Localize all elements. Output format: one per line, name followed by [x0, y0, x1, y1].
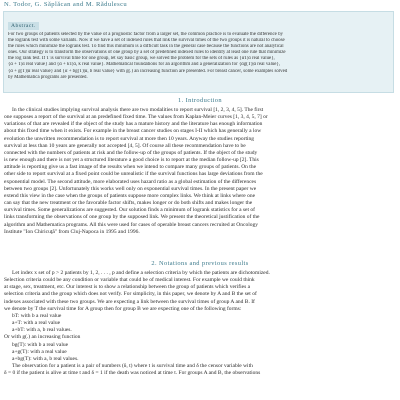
body-line: exponential model. The second attitude, more elaborated uses hazard ratio as a global estimation of the differences — [4, 178, 257, 185]
body-line: In the clinical studies implying survival analysis there are two modalities to report survival [1, 2, 3, 4, 5]. The first — [12, 107, 264, 113]
body-line: we denote by T the survival time for A group then for group B we are expecting one of the following forms: — [4, 305, 242, 312]
body-line: survival at less than 10 years are generally not accepted [4, 5]. Of course all these recommendation have to be — [4, 142, 246, 149]
abstract-text — [8, 32, 389, 81]
abstract-line: the logrank test with some variants. Now if we have a set of indexed rules that link the survival times of the two groups it is natural to choose — [8, 38, 285, 44]
body-line: other side to report survival at a fixed point could be unrealistic if the survival functions has large deviations from the — [4, 171, 263, 178]
body-line: The observation for a patient is a pair of numbers (δ, t) where t is survival time and δ the censor variable with — [12, 363, 253, 370]
body-line: between two groups [2]. Unfortunately this works well only on exponential survival times. In the present paper we — [4, 185, 257, 192]
abstract-line: the rules which minimize the logrank test. To find this minimum is a difficult task in the general case because the functions are not analytical — [8, 44, 284, 50]
section-heading-introduction: 1. Introduction — [178, 97, 222, 104]
running-header-authors: N. Todor, G. Săplăcan and M. Rădulescu — [4, 1, 128, 8]
body-line: can say that the new treatment or the favorable factor shifts, makes longer or do both shifts and makes longer the — [4, 200, 253, 207]
body-line: evolution the unwritten recommendation is to report survival at more then 10 years. Anyway the studies reporting — [4, 135, 255, 142]
body-line: survival times. Some generalizations are suggested. Our solution finds a minimum of logrank statistics for a set of — [4, 207, 255, 214]
form-item: bg(T): with b a real value — [12, 341, 69, 348]
abstract-box — [3, 11, 394, 93]
abstract-line: by Mathematica programs are presented. — [8, 74, 88, 80]
abstract-line: ones. Our strategy is to transform the observations of one group by a set of predefined indexed rules to identify at least one rule that minimize — [8, 50, 286, 56]
body-line: extend this view in the case when the groups of patients suppose more complex links. We think at links where one — [4, 192, 256, 199]
section-heading-notations: 2. Notations and previous results — [151, 260, 249, 267]
body-line: is new enough and there is not yet a structured literature a good choice is to report at the median follow-up [2]. This — [4, 157, 259, 164]
body-line: algorithm and Mathematica programs. All this were used for cases of operable breast cancers recruited at Oncology — [4, 221, 258, 228]
body-line: connected with the numbers of patients at risk and the follow-up of the groups of patients. If the object of the study — [4, 149, 258, 156]
body-line: links transforming the observations of one group by the supposed link. We present the theoretical justification of the — [4, 214, 260, 221]
abstract-line: For two groups of patients selected by the value of a prognostic factor from a larger set, the common practice is to evaluate the difference by — [8, 32, 283, 37]
introduction-body — [4, 107, 396, 236]
body-line: Selection criteria could be any condition or variable that could be of medical interest. For example we could think — [4, 277, 255, 284]
form-item: a+bg(T): with a, b real values. — [12, 355, 79, 362]
form-item: a+T: with a real value — [12, 320, 61, 327]
form-item: a+g(T): with a real value — [12, 348, 67, 355]
body-line: at stage, sex, treatment, etc. Our interest is to show a relationship between the group of patients which verifies a — [4, 284, 251, 291]
body-line: variations of that are revealed if the object of the study has a mature history and the literature has enough information — [4, 121, 263, 128]
abstract-line: {α + g(T)|α real value} and {α + bg(T)|α, b real value} with g(.) an increasing function are presented. For breast cancer, some examples solved — [8, 68, 288, 74]
form-item: bT: with b a real value — [12, 312, 62, 319]
body-line: indexes associated with these two groups. We are expecting a link between the survival times of group A and B. If — [4, 298, 255, 305]
abstract-line: {α + T|α real value} and {α + kT|α, k real value}. Mathematical foundations for an algorithm and a generalization for {αg(T)|α real value}, — [8, 62, 281, 68]
body-line: Let index x set of p > 2 patients by 1, 2, . . . , p and define a selection criteria by which the patients are dichotomized. — [12, 270, 270, 276]
abstract-line: the log rank test. If T is survival time for one group, let say basic group, we solved the problem for the sets of rules as {αT|α real value}, — [8, 56, 275, 62]
body-line: attitude is reporting give us a fast image of the results when we intend to compare many groups of patients. On the — [4, 164, 257, 171]
form-item: a+bT: with a, b real values. — [12, 327, 72, 334]
increasing-function-label: Or with g(.) an increasing function — [4, 334, 81, 341]
body-line: Institute "Ion Chiricuţă" from Cluj-Napoca in 1995 and 1996. — [4, 228, 140, 235]
body-line: selection criteria and the group which does not verify. For simplicity, in this paper, we denote by A and B the set of — [4, 291, 257, 298]
body-line: δ = 0 if the patient is alive at time t and δ = 1 if the death was noticed at time t. For groups A and B, the observations — [4, 370, 261, 377]
notations-body — [4, 270, 396, 377]
body-line: one supposes a report of the survival at an predefined fixed time. The values from Kaplan-Meier curves [1, 3, 4, 5, 7] or — [4, 114, 268, 121]
body-line: about this fixed time when it exists. For example in the breast cancer studies on stages I-II which has generally a low — [4, 128, 262, 135]
abstract-label: Abstract. — [8, 22, 39, 30]
